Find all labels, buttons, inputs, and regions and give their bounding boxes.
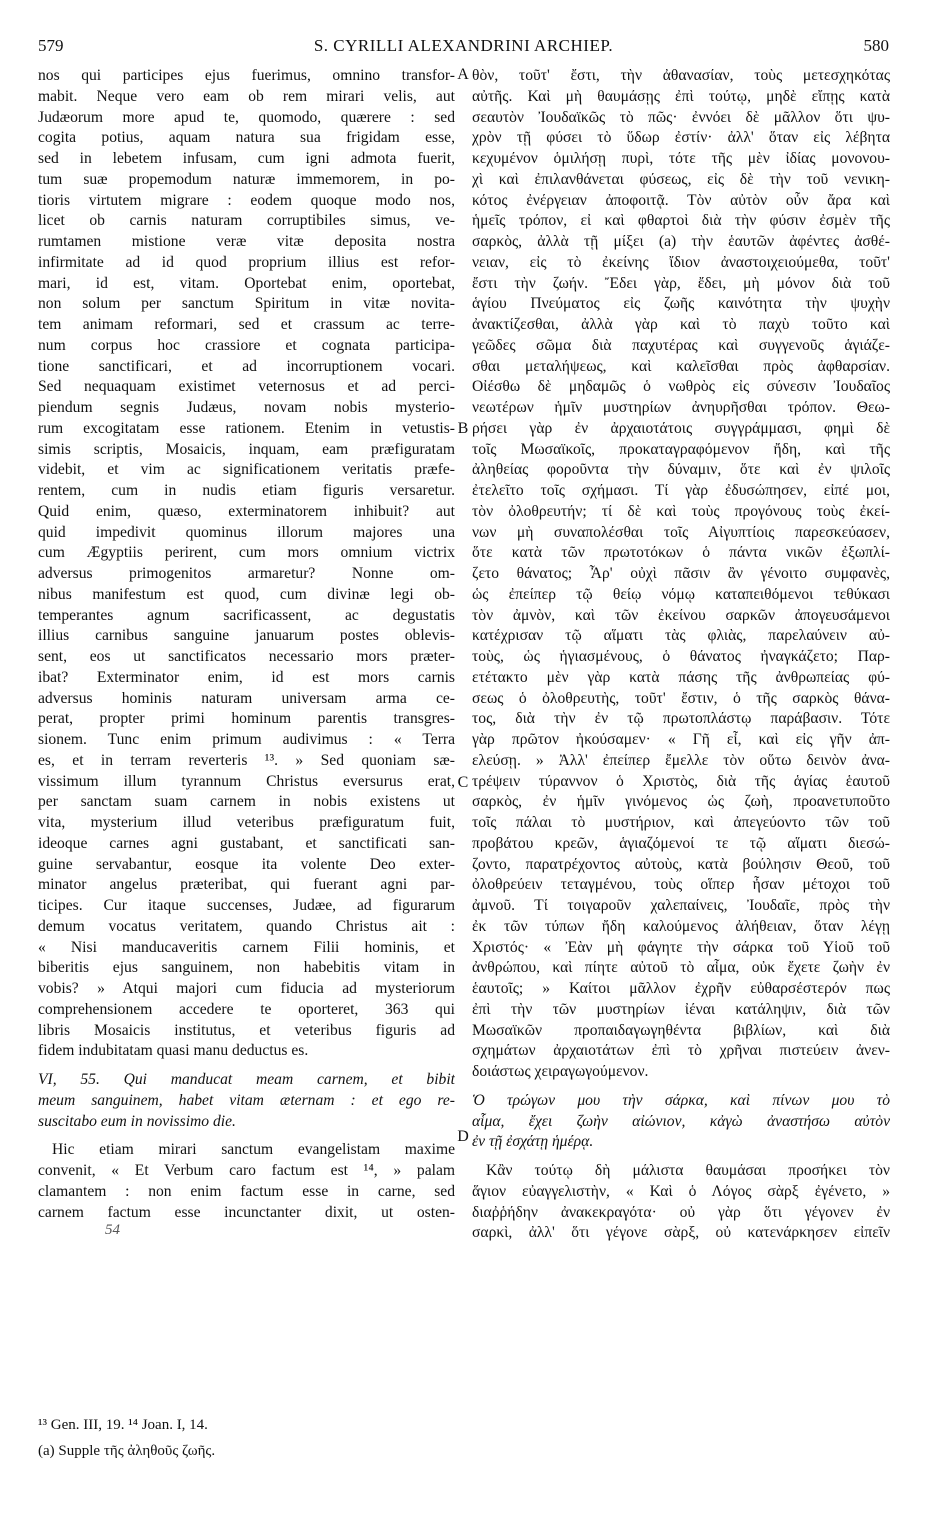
latin-text-line: sent, eos ut sanctificatos necessario mors præter-: [38, 648, 455, 665]
greek-text-line: προβάτου κρεῶν, ἁγιαζόμενοί τε τῷ αἵματι διεσώ-: [472, 834, 890, 852]
greek-text-line: τοῖς Μωσαϊκοῖς, προκαταγραφόμενον ἤδη, καὶ τῆς: [472, 440, 890, 458]
greek-text-line: ἀνακτίζεσθαι, ἀλλὰ γὰρ καὶ τὸ παχὺ τοῦτο καὶ: [472, 316, 890, 333]
latin-lemma-line: meum sanguinem, habet vitam æternam : et ego re-: [38, 1091, 455, 1109]
latin-text-line: Hic etiam mirari sanctum evangelistam maxime: [52, 1141, 455, 1159]
latin-text-line: illius carnibus sanguine januarum postes oblevis-: [38, 627, 455, 645]
greek-lemma-line: ἐν τῇ ἐσχάτῃ ἡμέρᾳ.: [472, 1133, 594, 1151]
latin-text-line: Judæorum more apud te, quomodo, quærere : sed: [38, 108, 455, 126]
page-number-right: 580: [863, 36, 889, 55]
latin-text-line: infirmitate ad id quod proprium illius est refor-: [38, 253, 455, 271]
footnotes: [38, 1412, 458, 1464]
latin-text-line: cum Ægyptiis perirent, cum mors omnium victrix: [38, 544, 455, 562]
greek-text-line: ὅτε κατὰ τῶν πρωτοτόκων ὁ πάντα νικῶν ἐξωπλί-: [472, 544, 890, 562]
latin-text-line: es, et in terram reverteris ¹³. » Sed quoniam sæ-: [38, 751, 455, 769]
greek-text-line: σαρκὸς, ἐν ἡμῖν γινόμενος ὡς ζωὴ, προανετυποῦτο: [472, 793, 890, 811]
greek-text-line: ελεύσῃ. » Ἀλλ' ἐπείπερ ἔμελλε τὸν οὕτω δεινὸν ἀνα-: [472, 751, 890, 769]
latin-text-line: rentem, cum in nudis etiam figuris versaretur.: [38, 482, 455, 499]
latin-column: [38, 66, 455, 1223]
latin-text-line: ticipes. Cur itaque succenses, Judæe, ad figurarum: [38, 897, 455, 914]
greek-text-line: νεωτέρων ἡμῖν μυστηρίων ἀνηυρῆσθαι τρόπον. Θεω-: [472, 399, 890, 416]
latin-text-line: comprehensionem accedere te oporteret, 363 qui: [38, 1000, 455, 1018]
latin-text-line: tione sanctificari, et ad incorruptionem vocari.: [38, 357, 455, 375]
latin-text-line: guine servabantur, eosque ita volente Deo exter-: [38, 855, 455, 873]
greek-text-line: σθαι μεταλήψεως, καὶ καλεῖσθαι πρὸς ἀφθαρσίαν.: [472, 357, 890, 375]
latin-text-line: carnem factum esse incunctanter dixit, ut osten-: [38, 1203, 455, 1221]
latin-text-line: sionem. Tunc enim primum audivimus : « Terra: [38, 731, 455, 748]
latin-lemma-line: suscitabo eum in novissimo die.: [38, 1112, 236, 1130]
greek-text-line: τὸν ἀμνὸν, καὶ τῶν ἐκείνου σαρκῶν ἀπογευσάμενοι: [472, 606, 890, 624]
latin-text-line: Sed nequaquam existimet veternosus et ad perci-: [38, 378, 455, 396]
latin-text-line: temperantes agnum sacrificassent, ac degustatis: [38, 606, 455, 624]
latin-text-line: simis scriptis, Mosaicis, inquam, eam præfiguratam: [38, 440, 455, 458]
latin-text-line: rumtamen mistione veræ vitæ deposita nostra: [38, 233, 455, 250]
latin-lemma-line: VI, 55. Qui manducat meam carnem, et bibit: [38, 1071, 455, 1088]
greek-text-line: Χριστός· « Ἐὰν μὴ φάγητε τὴν σάρκα τοῦ Υἱοῦ τοῦ: [472, 938, 890, 956]
latin-text-line: piendum segnis Judæus, novam nobis mysterio-: [38, 399, 455, 416]
greek-text-line: τος, διὰ τὴν ἐν τῷ πρωτοπλάστῳ παράβασιν. Τότε: [472, 710, 890, 728]
greek-text-line: ἐκ τῶν τύπων ἤδη καλούμενος ἀλήθειαν, ὅταν λέγῃ: [472, 917, 890, 935]
greek-text-line: ἁγίου Πνεύματος εἰς ζωῆς καινότητα τὴν ψυχὴν: [472, 295, 890, 313]
greek-text-line: κεχυμένον ὁμιλήσῃ πυρὶ, τότε τῆς μὲν ἰδίας μονονου-: [472, 150, 890, 167]
greek-text-line: γεῶδες σῶμα διὰ παχυτέρας καὶ συγγενοῦς ἁγιάζε-: [472, 336, 890, 354]
greek-text-line: νων μὴ συναπολέσθαι τοῖς Αἰγυπτίοις παρεσκεύασεν,: [472, 523, 890, 541]
greek-text-line: Οἰέσθω δὲ μηδαμῶς ὁ νωθρὸς εἰς σύνεσιν Ἰουδαῖος: [472, 378, 890, 396]
greek-text-line: διαῤῥήδην ἀνακεκραγότα· οὐ γὰρ ὅτι γέγονεν ἐν: [472, 1203, 890, 1221]
latin-text-line: ibat? Exterminator enim, id est mors carnis: [38, 668, 455, 686]
latin-text-line: tem animam reformari, sed et crassum ac terre-: [38, 316, 455, 333]
latin-text-line: perat, propter primi hominum parentis transgres-: [38, 710, 455, 728]
greek-text-line: ρήσει γὰρ ἐν ἀρχαιοτάτοις συγγράμμασι, φημὶ δὲ: [472, 419, 890, 437]
greek-text-line: τρέψειν τύραννον ὁ Χριστὸς, διὰ τῆς ἁγίας ἑαυτοῦ: [472, 772, 890, 790]
greek-text-line: σαρκὶ, ἀλλ' ὅτι γέγονε σὰρξ, οὐ κατενάρκησεν εἰπεῖν: [472, 1224, 890, 1242]
greek-text-line: Κἂν τούτῳ δὴ μάλιστα θαυμάσαι προσήκει τὸν: [486, 1162, 890, 1179]
greek-text-line: σαρκὸς, ἀλλὰ τῇ μίξει (a) τὴν ἑαυτῶν ἀφέντες ἀσθέ-: [472, 233, 890, 250]
latin-text-line: cogita potius, aquam natura sua frigidam esse,: [38, 129, 455, 147]
greek-text-line: σεως ὁ ὀλοθρευτὴς, τοῦτ' ἔστιν, ὁ τῆς σαρκὸς θάνα-: [472, 689, 890, 707]
latin-text-line: demum vocatus veritatem, quando Christus ait :: [38, 917, 455, 935]
latin-text-line: quid impedivit quominus illorum majores una: [38, 523, 455, 541]
latin-text-line: vissimum illum tyrannum Christus eversurus erat,: [38, 772, 455, 790]
greek-text-line: αὐτῆς. Καὶ μὴ θαυμάσῃς ἐπὶ τούτῳ, μηδὲ εἴπῃς κατὰ: [472, 87, 890, 105]
latin-text-line: Quid enim, quæso, exterminatorem inhibuit? aut: [38, 502, 455, 520]
greek-text-line: ἐπὶ τὴν τῶν μυστηρίων ἰέναι κατάληψιν, διὰ τῶν: [472, 1000, 890, 1018]
latin-text-line: tioris virtutem migrare : eodem quoque modo nos,: [38, 191, 455, 209]
greek-column: [472, 66, 890, 1244]
latin-text-line: biberitis ejus sanguinem, non habebitis vitam in: [38, 959, 455, 977]
greek-text-line: ἀληθείας φοροῦντα τὴν δύναμιν, ὅτε καὶ ἐν ψιλοῖς: [472, 461, 890, 479]
greek-text-line: θὸν, τοῦτ' ἔστι, τὴν ἀθανασίαν, τοὺς μετεσχηκότας: [472, 67, 890, 84]
latin-text-line: fidem indubitatam quasi manu deductus es.: [38, 1042, 309, 1060]
greek-text-line: κατέχρισαν τῷ αἵματι τὰς φλιὰς, παρελαύνειν αὐ-: [472, 627, 890, 645]
greek-text-line: ζοντο, παρατρέχοντος αὐτοὺς, κατὰ βούλησιν Θεοῦ, τοῦ: [472, 855, 890, 873]
greek-text-line: Μωσαϊκῶν προπαιδαγωγηθέντα βιβλίων, καὶ διὰ: [472, 1021, 890, 1039]
latin-text-line: vita, mysterium illud veteribus præfiguratum fuit,: [38, 814, 455, 831]
latin-text-line: adversus primogenitos armaretur? Nonne om-: [38, 565, 455, 582]
greek-text-line: τὸν ὀλοθρευτήν; τί δὲ καὶ τοὺς προγόνους τοὺς ἐκεί-: [472, 502, 890, 520]
latin-text-line: tum suæ propemodum naturæ immemorem, in po-: [38, 170, 455, 188]
greek-text-line: ἑαυτοῖς; » Καίτοι μᾶλλον ἐχρῆν εὐθαρσέστερόν πως: [472, 980, 890, 997]
latin-text-line: mabit. Neque vero eam ob rem mirari velis, aut: [38, 87, 455, 105]
handwritten-margin-note: 54: [105, 1222, 120, 1238]
greek-text-line: ετέτακτο μὲν γὰρ κατὰ πάσης τῆς ἀνθρωπείας φύ-: [472, 668, 890, 686]
greek-lemma-line: Ὁ τρώγων μου τὴν σάρκα, καὶ πίνων μου τὸ: [472, 1091, 890, 1109]
latin-text-line: libris Mosaicis institutus, et veteribus figuris ad: [38, 1021, 455, 1039]
greek-text-line: δοιάστως χειραγωγούμενον.: [472, 1063, 649, 1080]
footnote-scripture-refs: ¹³ Gen. III, 19. ¹⁴ Joan. I, 14.: [38, 1417, 208, 1433]
greek-text-line: ἐτελεῖτο τοῖς σχήμασι. Τί γὰρ ἐδυσώπησεν, εἰπέ μοι,: [472, 482, 890, 499]
latin-text-line: vobis? » Atqui majori cum fiducia ad mysteriorum: [38, 980, 455, 997]
greek-text-line: κότος ἐνέργειαν ἀποφοιτᾷ. Τὸν αὐτὸν οὖν ἄρα καὶ: [472, 191, 890, 209]
greek-text-line: χὶ καὶ ἐπιλανθάνεται φύσεως, εἰς δὲ τὴν τοῦ νενικη-: [472, 170, 890, 188]
latin-text-line: clamantem : non enim factum esse in carne, sed: [38, 1182, 455, 1200]
latin-text-line: convenit, « Et Verbum caro factum est ¹⁴, » palam: [38, 1162, 455, 1179]
greek-text-line: νειαν, εἰς τὸ ἐκείνης ἴδιον ἀναστοιχειούμεθα, τοῦτ': [472, 253, 890, 271]
section-marker-c: C: [457, 774, 469, 791]
greek-text-line: χρὸν τῇ φύσει τὸ ὕδωρ ἐστίν· ἀλλ' ὅταν εἰς λέβητα: [472, 129, 890, 147]
greek-lemma-line: αἷμα, ἔχει ζωὴν αἰώνιον, κἀγὼ ἀναστήσω αὐτὸν: [472, 1112, 890, 1130]
latin-text-line: sed in lebetem infusam, cum igni admota fuerit,: [38, 150, 455, 167]
greek-text-line: σχημάτων ἀρχαιοτάτων ἐπὶ τὸ χρῆναι πιστεύειν ἀνεν-: [472, 1042, 890, 1060]
page-header: [0, 36, 927, 60]
footnote-a: (a) Supple τῆς ἀληθοῦς ζωῆς.: [38, 1443, 216, 1459]
greek-text-line: ὡς ἐπείπερ τῷ θείῳ νόμῳ καταπειθόμενοι τεθύκασι: [472, 585, 890, 603]
latin-text-line: mari, id est, vitam. Oportebat enim, oportebat,: [38, 274, 455, 292]
section-marker-b: B: [457, 420, 469, 437]
greek-text-line: τοὺς, ὡς ἡγιασμένους, ὁ θάνατος ἠναγκάζετο; Παρ-: [472, 648, 890, 665]
latin-text-line: rum excogitatam esse rationem. Etenim in vetustis-: [38, 419, 455, 437]
greek-text-line: τοῖς πάλαι τὸ μυστήριον, καὶ ἀπεγεύοντο τῶν τοῦ: [472, 814, 890, 831]
greek-text-line: ἔστι τὴν ζωήν. Ἔδει γὰρ, ἔδει, μὴ μόνον διὰ τοῦ: [472, 274, 890, 292]
latin-text-line: « Nisi manducaveritis carnem Filii hominis, et: [38, 938, 455, 956]
greek-text-line: γὰρ πρῶτον ἠκούσαμεν· « Γῆ εἶ, καὶ εἰς γῆν ἀπ-: [472, 731, 890, 748]
latin-text-line: per sanctam suam carnem in nobis existens ut: [38, 793, 455, 811]
latin-text-line: videbit, et vim ac significationem veritatis præfe-: [38, 461, 455, 479]
latin-text-line: nibus manifestum est quod, cum divinæ legi ob-: [38, 585, 455, 603]
latin-text-line: minator angelus præteribat, qui fuerant agni par-: [38, 876, 455, 894]
latin-text-line: licet ob carnis naturam corruptibiles simus, ve-: [38, 212, 455, 230]
greek-text-line: ἀνθρώπου, καὶ πίητε αὐτοῦ τὸ αἷμα, οὐκ ἔχετε ζωὴν ἐν: [472, 959, 890, 977]
page-number-left: 579: [38, 36, 64, 55]
latin-text-line: num corpus hoc crassiore et cognata participa-: [38, 336, 455, 354]
latin-text-line: ideoque carnes agni gustabant, et sanctificati san-: [38, 834, 455, 852]
latin-text-line: adversus hominis naturam universam arma ce-: [38, 689, 455, 707]
running-title: S. CYRILLI ALEXANDRINI ARCHIEP.: [313, 36, 614, 55]
section-marker-d: D: [457, 1128, 469, 1145]
greek-text-line: σεαυτὸν Ἰουδαϊκῶς τὸ πῶς· ἐννόει δὲ μᾶλλον ὅτι ψυ-: [472, 108, 890, 126]
section-marker-a: A: [457, 66, 469, 83]
latin-text-line: nos qui participes ejus fuerimus, omnino transfor-: [38, 67, 455, 84]
greek-text-line: ὀλοθρεύειν τεταγμένου, τοὺς οἵπερ ἦσαν μέτοχοι τοῦ: [472, 876, 890, 894]
greek-text-line: ἅγιον εὐαγγελιστὴν, « Καὶ ὁ Λόγος σὰρξ ἐγένετο, »: [472, 1182, 890, 1200]
greek-text-line: ἀμνοῦ. Τί τοιγαροῦν χαλεπαίνεις, Ἰουδαῖε, πρὸς τὴν: [472, 897, 890, 914]
greek-text-line: ἡμεῖς τρόπον, εἰ καὶ φθαρτοὶ διὰ τὴν φύσιν ἐσμὲν τῆς: [472, 212, 890, 230]
greek-text-line: ζετο θάνατος; Ἆρ' οὐχὶ πᾶσιν ἂν γένοιτο συμφανὲς,: [472, 565, 890, 582]
latin-text-line: non solum per sanctum Spiritum in vitæ novita-: [38, 295, 455, 313]
